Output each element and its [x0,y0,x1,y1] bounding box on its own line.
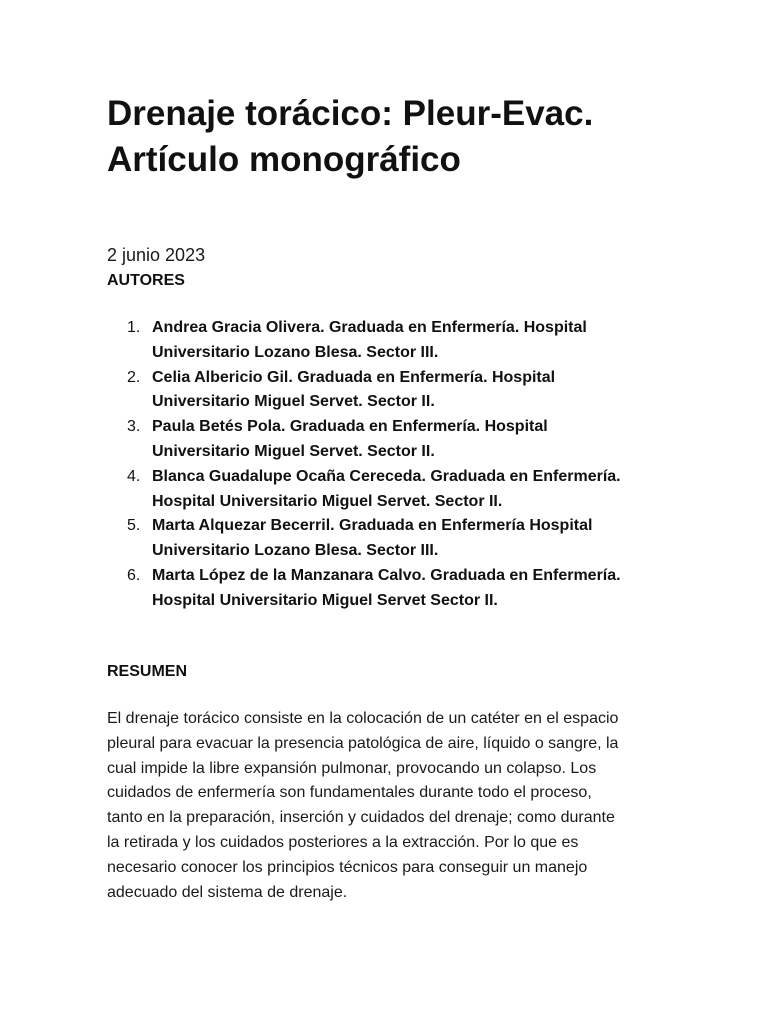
resumen-line: pleural para evacuar la presencia patológica de aire, líquido o sangre, la [107,734,619,752]
author-line: Marta López de la Manzanara Calvo. Graduada en Enfermería. [152,566,621,584]
author-line: Hospital Universitario Miguel Servet Sector II. [152,591,498,609]
authors-heading: AUTORES [107,272,185,289]
author-line: Universitario Lozano Blesa. Sector III. [152,542,439,560]
resumen-paragraph [107,707,655,905]
author-line: Marta Alquezar Becerril. Graduada en Enfermería Hospital [152,517,593,535]
author-number: 6. [127,566,141,584]
author-line: Universitario Lozano Blesa. Sector III. [152,343,439,361]
author-number: 4. [127,467,141,485]
author-line: Universitario Miguel Servet. Sector II. [152,393,435,411]
author-number: 5. [127,517,141,535]
author-item [107,564,667,614]
author-number: 2. [127,368,141,386]
resumen-line: necesario conocer los principios técnicos para conseguir un manejo [107,858,588,876]
author-number: 1. [127,319,141,336]
author-line: Andrea Gracia Olivera. Graduada en Enfermería. Hospital [152,319,587,336]
title-line-2: Artículo monográfico [107,140,461,179]
resumen-line: cual impide la libre expansión pulmonar, provocando un colapso. Los [107,759,597,777]
author-item [107,366,667,416]
author-item [107,316,667,366]
author-line: Paula Betés Pola. Graduada en Enfermería. Hospital [152,418,548,436]
resumen-line: la retirada y los cuidados posteriores a la extracción. Por lo que es [107,833,579,851]
resumen-line: El drenaje torácico consiste en la colocación de un catéter en el espacio [107,710,619,727]
resumen-line: cuidados de enfermería son fundamentales durante todo el proceso, [107,784,592,802]
title-line-1: Drenaje torácico: Pleur-Evac. [107,94,594,133]
resumen-heading: RESUMEN [107,663,188,680]
page-title [107,91,667,183]
resumen-line: adecuado del sistema de drenaje. [107,883,348,901]
author-number: 3. [127,418,141,436]
authors-list [107,316,667,614]
author-item [107,415,667,465]
author-line: Universitario Miguel Servet. Sector II. [152,442,435,460]
author-line: Blanca Guadalupe Ocaña Cereceda. Graduada en Enfermería. [152,467,621,485]
author-item [107,465,667,515]
author-line: Celia Albericio Gil. Graduada en Enfermería. Hospital [152,368,556,386]
resumen-line: tanto en la preparación, inserción y cuidados del drenaje; como durante [107,809,615,827]
author-line: Hospital Universitario Miguel Servet. Sector II. [152,492,503,510]
publication-date: 2 junio 2023 [107,245,206,265]
author-item [107,514,667,564]
